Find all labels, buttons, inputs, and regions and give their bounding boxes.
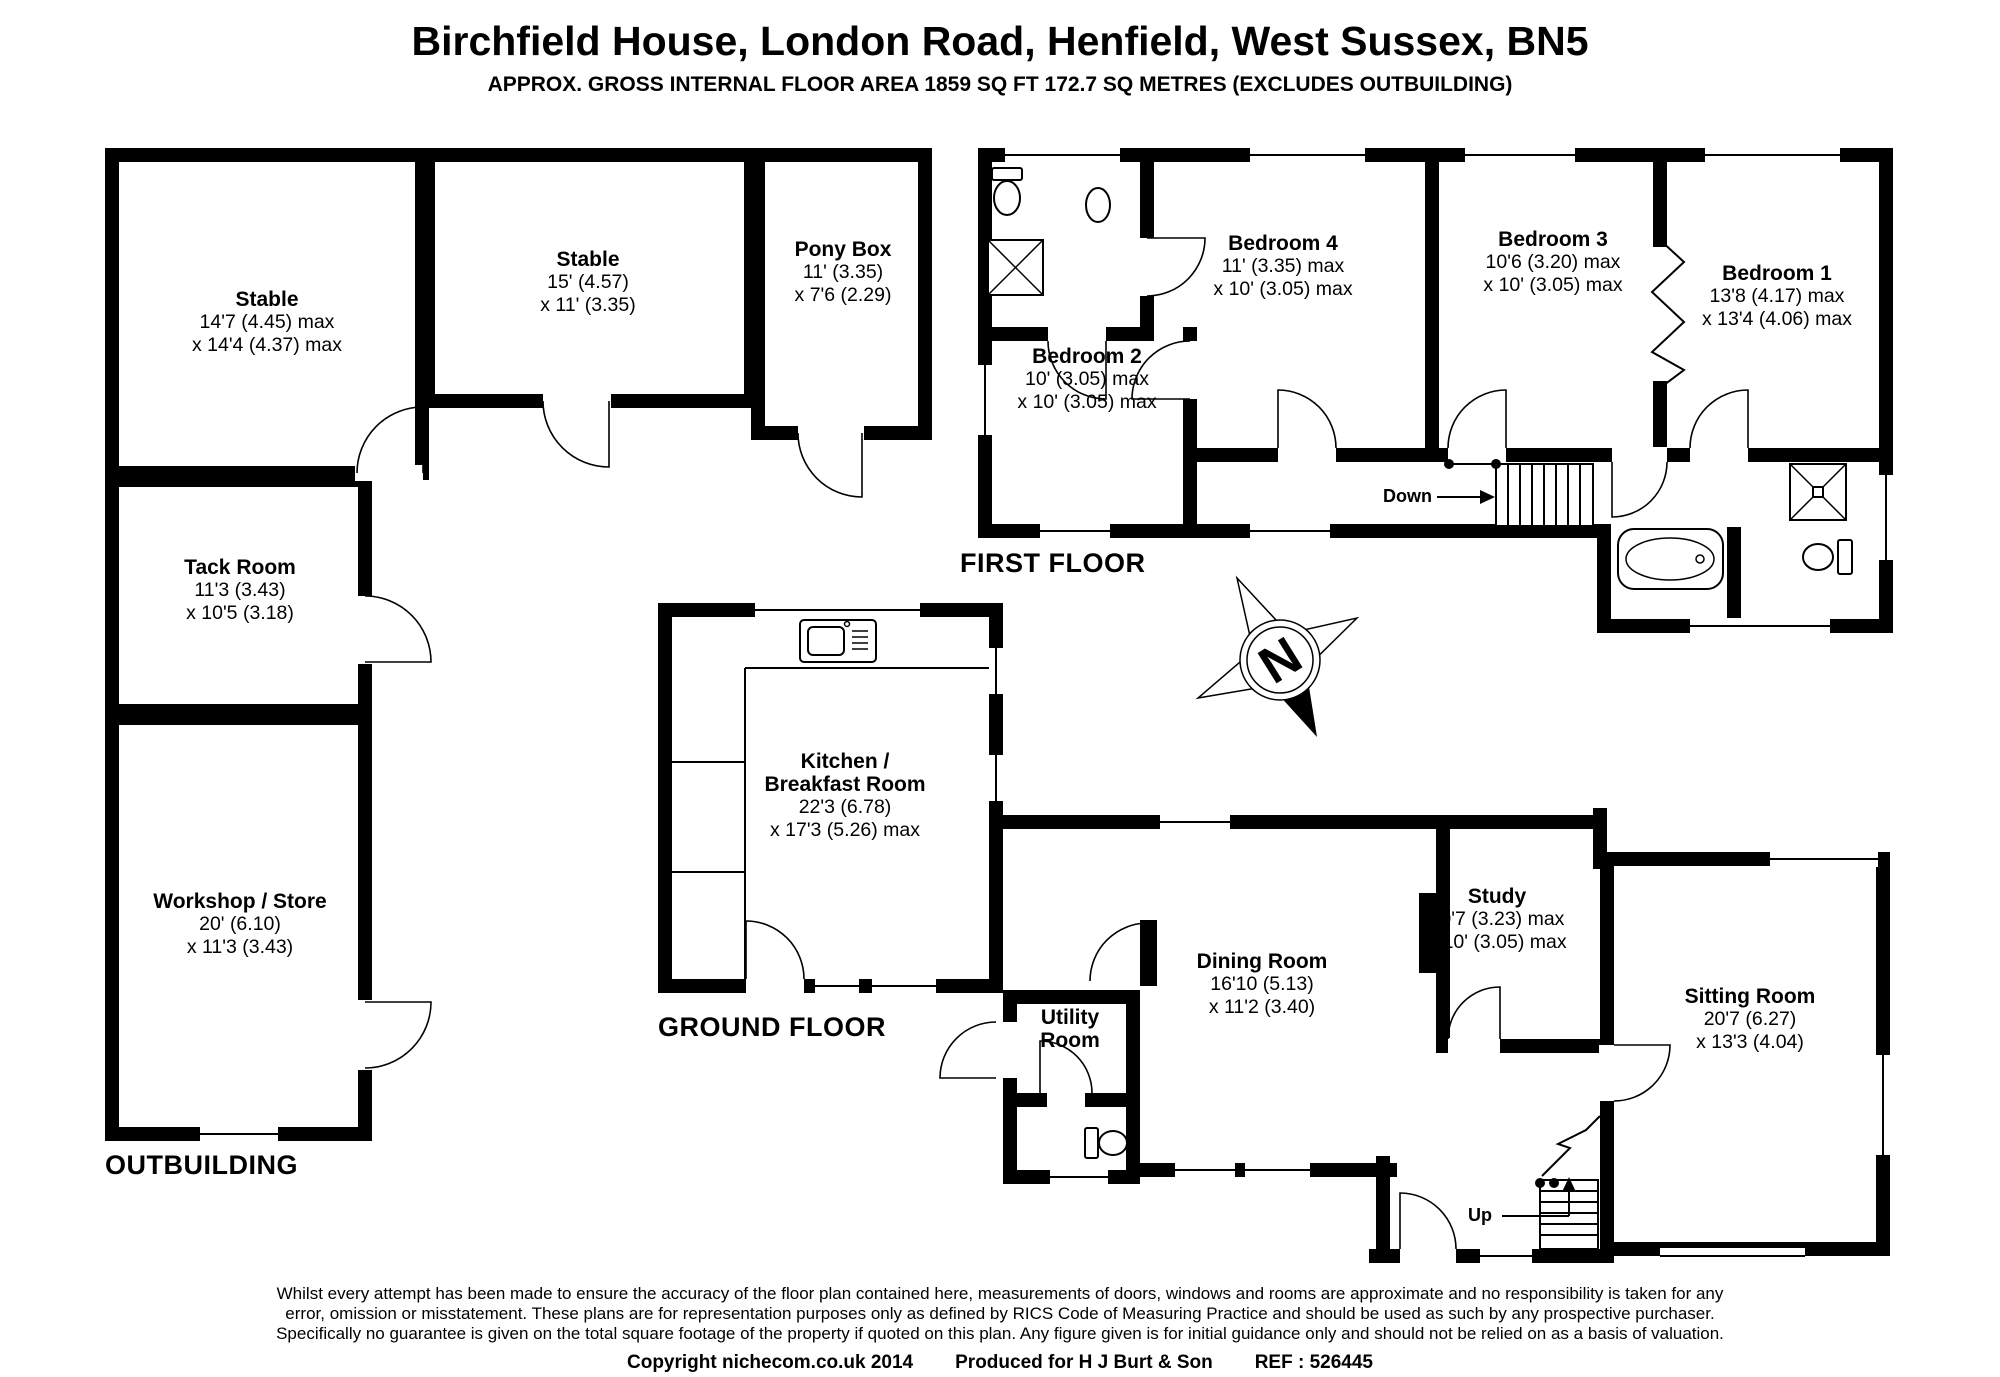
room-dim: 11' (3.35) max [1221,255,1345,277]
door-arc [798,433,862,497]
room-name: Stable [556,248,620,271]
room-label-study [1427,885,1566,954]
disclaimer-line-3: Specifically no guarantee is given on the total square footage of the property if quoted on this plan. Any figure given is for initial guidance only and should not be relied on as a basis of valuation. [276,1324,1724,1343]
room-dim: x 11'2 (3.40) [1208,996,1316,1018]
door-arc [1448,987,1500,1039]
first-floor-label: FIRST FLOOR [960,548,1146,578]
room-dim: x 10'5 (3.18) [186,602,294,624]
outbuilding-label: OUTBUILDING [105,1150,298,1180]
room-name: Utility [1040,1006,1100,1029]
room-name: Dining Room [1196,950,1328,973]
sitting-room [1607,859,1883,1249]
stairs-down-label: Down [1383,486,1432,506]
room-label-utility [1040,1006,1100,1052]
room-name: Stable [235,288,299,311]
toilet-icon [1085,1128,1098,1158]
room-dim: x 11' (3.35) [540,294,636,316]
toilet-icon [1803,544,1833,570]
room-dim: 10' (3.05) max [1024,368,1150,390]
door-arc [1400,1193,1456,1249]
wall-pier [1140,920,1157,986]
room-dim: 10'7 (3.23) max [1429,908,1565,930]
room-label-bedroom-4 [1213,232,1352,301]
produced-for-text: Produced for H J Burt & Son [955,1352,1213,1373]
sink-basin [808,627,844,655]
room-dim: x 17'3 (5.26) max [769,819,921,841]
disclaimer-line-2: error, omission or misstatement. These plans are for representation purposes only as defined by RICS Code of Measuring Practice and should be used as such by any prospective purchaser. [285,1304,1715,1323]
stairs-up [1502,1116,1600,1249]
room-label-pony-box [795,238,892,307]
toilet-icon [994,181,1020,215]
page-title: Birchfield House, London Road, Henfield, West Sussex, BN5 [411,18,1589,64]
room-dim: 11'3 (3.43) [194,579,286,601]
room-dim: 15' (4.57) [547,271,629,293]
room-name: Bedroom 2 [1032,345,1142,368]
door-arc [365,596,431,662]
room-dim: 20' (6.10) [199,913,281,935]
room-name: Workshop / Store [153,890,327,913]
ground-floor-label: GROUND FLOOR [658,1012,886,1042]
stairs-up-label: Up [1468,1205,1492,1225]
room-label-workshop [153,890,326,959]
room-dim: x 14'4 (4.37) max [191,334,343,356]
room-dim: x 13'3 (4.04) [1696,1031,1804,1053]
room-dim: x 7'6 (2.29) [794,284,892,306]
room-label-bedroom-1 [1702,262,1852,331]
room-name: Bedroom 4 [1228,232,1338,255]
wc-fixtures [1085,1128,1127,1158]
room-name: Breakfast Room [764,773,926,796]
room-name: Bedroom 3 [1498,228,1608,251]
room-label-kitchen [764,750,925,842]
door-arc [365,1002,431,1068]
room-label-stable-large [192,288,342,357]
toilet-icon [1099,1131,1127,1155]
page-subtitle: APPROX. GROSS INTERNAL FLOOR AREA 1859 SQ FT 172.7 SQ METRES (EXCLUDES OUTBUILDING) [487,73,1513,96]
room-dim: 22'3 (6.78) [798,796,892,818]
room-dim: x 10' (3.05) max [1017,391,1157,413]
room-dim: 11' (3.35) [802,261,884,283]
ground-floor-walls [665,610,1883,1256]
room-label-stable-small [540,248,636,317]
room-dim: x 13'4 (4.06) max [1701,308,1853,330]
room-dim: x 11'3 (3.43) [186,936,294,958]
room-dim: x 10' (3.05) max [1483,274,1623,296]
ref-number: REF : 526445 [1254,1352,1374,1373]
room-name: Room [1040,1029,1100,1052]
door-arc [1090,923,1148,981]
room-name: Pony Box [794,238,892,261]
room-label-bedroom-2 [1017,345,1156,414]
room-label-sitting [1685,985,1816,1054]
copyright-line [627,1352,1373,1374]
sink-icon [1086,188,1110,222]
stair-rail [1542,1116,1600,1176]
door-arc [543,401,609,467]
room-dim: 16'10 (5.13) [1210,973,1314,995]
compass-north-label: N [1249,626,1312,696]
disclaimer-line-1: Whilst every attempt has been made to ensure the accuracy of the floor plan contained here, measurements of doors, windows and rooms are approximate and no responsibility is taken for any [276,1284,1724,1303]
toilet-icon [992,168,1022,180]
room-name: Tack Room [184,556,296,579]
room-name: Kitchen / [800,750,890,773]
room-label-bedroom-3 [1483,228,1622,297]
room-dim: 20'7 (6.27) [1703,1008,1797,1030]
room-name: Study [1467,885,1527,908]
compass-rose [1198,578,1357,737]
room-dim: 13'8 (4.17) max [1709,285,1845,307]
room-label-tack-room [184,556,296,625]
room-name: Sitting Room [1684,985,1816,1008]
toilet-icon [1838,540,1852,574]
copyright-text: Copyright nichecom.co.uk 2014 [626,1352,914,1373]
room-dim: 10'6 (3.20) max [1485,251,1621,273]
room-dim: 14'7 (4.45) max [199,311,335,333]
room-name: Bedroom 1 [1722,262,1832,285]
door-arc [940,1022,996,1078]
room-dim: x 10' (3.05) max [1427,931,1567,953]
room-label-dining [1197,950,1328,1019]
room-dim: x 10' (3.05) max [1213,278,1353,300]
